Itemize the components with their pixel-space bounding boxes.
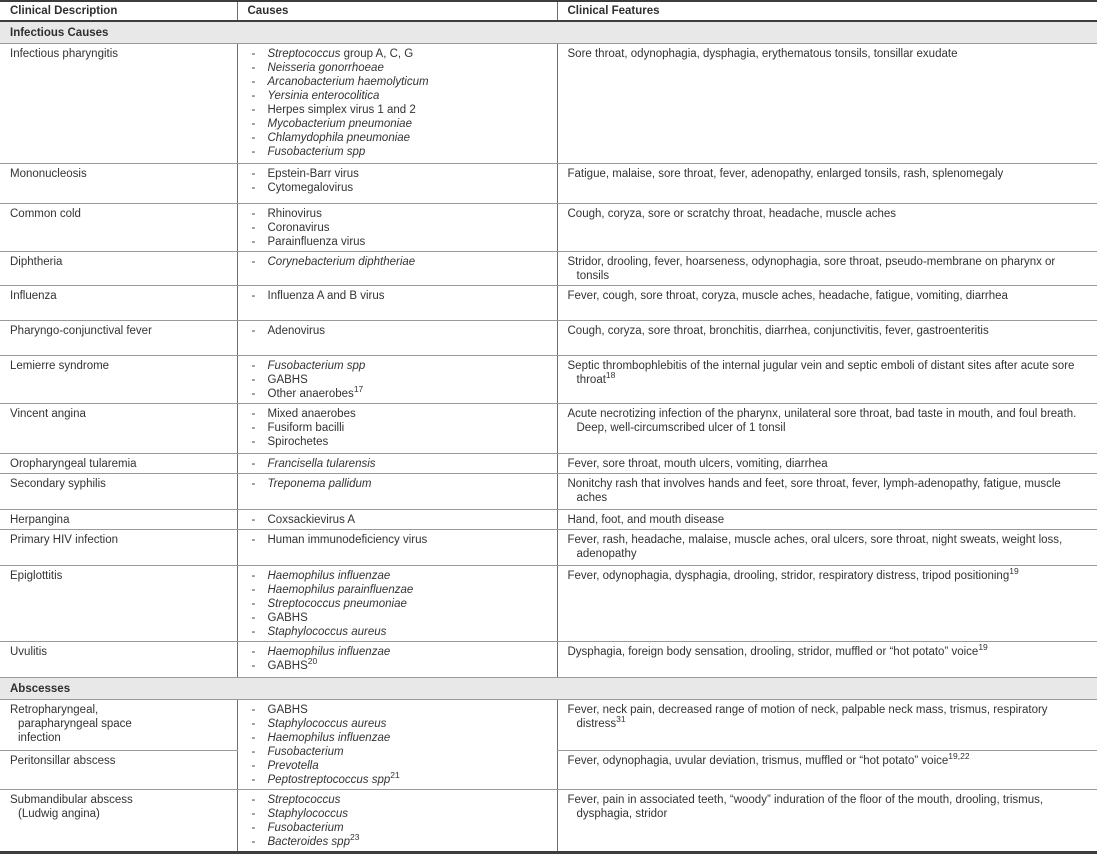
cell-clinical-features [557,642,1097,678]
bullet-dash: - [251,146,256,158]
bullet-dash: - [251,388,256,400]
cause-text: Streptococcus group A, C, G [267,48,414,60]
features-text: Fever, rash, headache, malaise, muscle aches, oral ulcers, sore throat, night sweats, weight loss, adenopathy [567,534,1063,560]
bullet-dash: - [251,90,256,102]
bullet-dash: - [251,374,256,386]
reference-superscript: 19 [978,642,988,653]
cell-causes [237,790,557,853]
cause-item [248,255,549,269]
cause-item [248,625,549,639]
table-row [0,356,1097,404]
description-line: Epiglottitis [10,570,63,582]
bullet-dash: - [251,325,256,337]
cause-item [248,289,549,303]
cause-item [248,645,549,659]
cell-clinical-description [0,700,237,751]
cause-item [248,717,549,731]
description-line: Influenza [10,290,57,302]
description-line: Pharyngo-conjunctival fever [10,325,152,337]
reference-superscript: 17 [353,384,364,395]
cause-item [248,435,549,449]
cell-causes [237,164,557,204]
bullet-dash: - [251,514,256,526]
cause-text: Chlamydophila pneumoniae [267,132,411,144]
cause-text: Corynebacterium diphtheriae [267,256,416,268]
cause-text: Rhinovirus [267,208,322,220]
bullet-dash: - [251,104,256,116]
cause-text: Other anaerobes$^{17}$ [267,384,364,400]
bullet-dash: - [251,132,256,144]
cause-item [248,324,549,338]
cause-text: Coronavirus [267,222,330,234]
cause-item [248,235,549,249]
features-text: Fever, odynophagia, dysphagia, drooling, stridor, respiratory distress, tripod positioning$^{19}$ [567,566,1019,582]
bullet-dash: - [251,118,256,130]
cause-item [248,770,549,787]
cause-text: Fusobacterium spp [267,360,366,372]
table-row [0,404,1097,454]
cause-text: Peptostreptococcus spp$^{21}$ [267,770,400,786]
features-text: Cough, coryza, sore or scratchy throat, headache, muscle aches [567,208,897,220]
description-line: Primary HIV infection [10,534,119,546]
description-line: Lemierre syndrome [10,360,110,372]
cause-text: Influenza A and B virus [267,290,385,302]
bullet-dash: - [251,704,256,716]
cell-clinical-description [0,164,237,204]
cause-item [248,703,549,717]
bullet-dash: - [251,836,256,848]
cause-text: Arcanobacterium haemolyticum [267,76,429,88]
cause-text: GABHS [267,374,308,386]
features-text: Fever, odynophagia, uvular deviation, trismus, muffled or “hot potato” voice$^{19,22}$ [567,751,970,768]
cause-text: Yersinia enterocolitica [267,90,380,102]
features-text: Hand, foot, and mouth disease [567,514,725,526]
cause-text: Fusobacterium [267,746,344,758]
cause-text: Treponema pallidum [267,478,372,490]
bullet-dash: - [251,168,256,180]
column-header-causes: Causes [237,1,557,21]
cause-text: GABHS [267,612,308,624]
description-line: parapharyngeal space [18,718,132,730]
bullet-dash: - [251,760,256,772]
cause-item [248,807,549,821]
cause-text: GABHS [267,704,308,716]
description-line: Peritonsillar abscess [10,755,116,768]
cell-clinical-description [0,321,237,356]
section-header-row [0,678,1097,700]
cause-text: Spirochetes [267,436,329,448]
cause-item [248,373,549,387]
features-text: Nonitchy rash that involves hands and feet, sore throat, fever, lymph-adenopathy, fatigue, muscle aches [567,478,1061,504]
cell-clinical-description [0,530,237,566]
cell-causes [237,454,557,474]
cell-clinical-description [0,510,237,530]
bullet-dash: - [251,458,256,470]
cell-clinical-description [0,790,237,853]
cell-clinical-features [557,566,1097,642]
features-text: Stridor, drooling, fever, hoarseness, odynophagia, sore throat, pseudo-membrane on pharynx or tonsils [567,256,1056,282]
cause-text: Mixed anaerobes [267,408,356,420]
cause-item [248,75,549,89]
bullet-dash: - [251,612,256,624]
bullet-dash: - [251,208,256,220]
cause-text: Fusobacterium spp [267,146,366,158]
bullet-dash: - [251,794,256,806]
description-line: Common cold [10,208,81,220]
bullet-dash: - [251,478,256,490]
cell-causes [237,404,557,454]
cell-clinical-features [557,790,1097,853]
bullet-dash: - [251,598,256,610]
description-line: infection [18,732,61,744]
description-line: Vincent angina [10,408,86,420]
cause-item [248,745,549,759]
table-row [0,474,1097,510]
description-line: Secondary syphilis [10,478,106,490]
bullet-dash: - [251,774,256,786]
bullet-dash: - [251,822,256,834]
cell-clinical-features [557,44,1097,164]
bullet-dash: - [251,360,256,372]
reference-superscript: 21 [390,770,400,781]
cause-item [248,117,549,131]
section-title: Abscesses [0,678,1097,700]
section-title: Infectious Causes [0,21,1097,44]
cell-clinical-description [0,204,237,252]
cause-item [248,569,549,583]
description-line: Diphtheria [10,256,63,268]
cause-item [248,61,549,75]
features-text: Fever, pain in associated teeth, “woody” induration of the floor of the mouth, drooling, trismus, dysphagia, stridor [567,794,1044,820]
table-row [0,204,1097,252]
cell-clinical-features [557,530,1097,566]
description-line: Submandibular abscess [10,794,133,806]
column-header-clinical-features: Clinical Features [557,1,1097,21]
bullet-dash: - [251,808,256,820]
table-row [0,530,1097,566]
cell-clinical-features [557,321,1097,356]
cause-text: Cytomegalovirus [267,182,354,194]
cell-clinical-features [557,204,1097,252]
cell-causes [237,566,557,642]
cell-clinical-description [0,642,237,678]
cause-text: Staphylococcus aureus [267,626,387,638]
bullet-dash: - [251,626,256,638]
cause-text: Haemophilus influenzae [267,570,391,582]
cause-item [248,131,549,145]
cause-text: Haemophilus influenzae [267,732,391,744]
table-row [0,44,1097,164]
table-row [0,566,1097,642]
cause-text: Coxsackievirus A [267,514,356,526]
cause-item [248,597,549,611]
bullet-dash: - [251,534,256,546]
cause-item [248,656,549,673]
cause-item [248,145,549,159]
cell-clinical-description [0,454,237,474]
cell-clinical-description [0,356,237,404]
cell-clinical-features [557,404,1097,454]
features-text: Dysphagia, foreign body sensation, drooling, stridor, muffled or “hot potato” voice$^{19}$ [567,642,988,658]
table-row [0,252,1097,286]
cause-text: Haemophilus parainfluenzae [267,584,414,596]
cause-item [248,103,549,117]
description-line: (Ludwig angina) [18,808,100,820]
cell-clinical-description [0,474,237,510]
cell-causes [237,44,557,164]
cause-text: Human immunodeficiency virus [267,534,428,546]
cell-causes [237,204,557,252]
features-text: Sore throat, odynophagia, dysphagia, erythematous tonsils, tonsillar exudate [567,48,958,60]
bullet-dash: - [251,408,256,420]
cause-item [248,221,549,235]
cause-item [248,181,549,195]
header-row [0,1,1097,21]
cell-clinical-description [0,404,237,454]
cause-text: Bacteroides spp$^{23}$ [267,832,360,848]
cell-clinical-features [557,510,1097,530]
column-header-clinical-description: Clinical Description [0,1,237,21]
cell-clinical-description [0,252,237,286]
cause-item [248,533,549,547]
features-text: Cough, coryza, sore throat, bronchitis, diarrhea, conjunctivitis, fever, gastroenteritis [567,325,989,337]
bullet-dash: - [251,660,256,672]
cause-text: Staphylococcus aureus [267,718,387,730]
cause-text: Herpes simplex virus 1 and 2 [267,104,416,116]
cause-item [248,513,549,527]
cause-item [248,457,549,471]
cause-item [248,832,549,849]
bullet-dash: - [251,718,256,730]
bullet-dash: - [251,76,256,88]
table-row [0,286,1097,321]
cause-text: Streptococcus [267,794,341,806]
cause-item [248,359,549,373]
cause-item [248,207,549,221]
cause-item [248,421,549,435]
bullet-dash: - [251,646,256,658]
cell-causes [237,356,557,404]
bullet-dash: - [251,290,256,302]
cause-item [248,583,549,597]
cell-clinical-features [557,286,1097,321]
reference-superscript: 19,22 [948,751,970,762]
table-header [0,1,1097,21]
cause-text: Mycobacterium pneumoniae [267,118,412,130]
bullet-dash: - [251,222,256,234]
cause-item [248,407,549,421]
bullet-dash: - [251,436,256,448]
bullet-dash: - [251,182,256,194]
features-text: Fever, cough, sore throat, coryza, muscle aches, headache, fatigue, vomiting, diarrhea [567,290,1008,302]
table-row [0,642,1097,678]
cell-clinical-features [557,474,1097,510]
cause-text: GABHS$^{20}$ [267,656,318,672]
reference-superscript: 18 [605,370,616,381]
cell-clinical-description [0,751,237,790]
cause-text: Prevotella [267,760,319,772]
cell-clinical-description [0,44,237,164]
reference-superscript: 20 [307,656,318,667]
bullet-dash: - [251,746,256,758]
bullet-dash: - [251,256,256,268]
cell-causes [237,510,557,530]
features-text: Fever, sore throat, mouth ulcers, vomiting, diarrhea [567,458,828,470]
cause-item [248,793,549,807]
features-text: Acute necrotizing infection of the pharynx, unilateral sore throat, bad taste in mouth, and foul breath. Deep, well-circumscribed ulcer of 1 tonsil [567,408,1077,434]
cause-text: Fusiform bacilli [267,422,345,434]
cause-text: Epstein-Barr virus [267,168,359,180]
reference-superscript: 23 [349,832,360,843]
cause-item [248,89,549,103]
cause-item [248,167,549,181]
cause-item [248,47,549,61]
cause-text: Adenovirus [267,325,326,337]
cell-causes [237,530,557,566]
reference-superscript: 31 [616,714,626,725]
cause-item [248,821,549,835]
cell-clinical-features [557,252,1097,286]
cell-causes [237,642,557,678]
table-row [0,321,1097,356]
cell-clinical-features [557,700,1097,751]
description-line: Mononucleosis [10,168,87,180]
cell-causes [237,474,557,510]
features-text: Septic thrombophlebitis of the internal jugular vein and septic emboli of distant sites after acute sore throat$^{18}$ [567,360,1075,386]
cause-text: Streptococcus pneumoniae [267,598,407,610]
features-text: Fatigue, malaise, sore throat, fever, adenopathy, enlarged tonsils, rash, splenomegaly [567,168,1004,180]
cell-clinical-description [0,566,237,642]
description-line: Uvulitis [10,646,48,658]
bullet-dash: - [251,422,256,434]
bullet-dash: - [251,62,256,74]
cell-clinical-features [557,356,1097,404]
features-text: Fever, neck pain, decreased range of motion of neck, palpable neck mass, trismus, respiratory distress$^{31}$ [567,704,1048,730]
cell-causes [237,286,557,321]
section-header-row [0,21,1097,44]
cause-text: Haemophilus influenzae [267,646,391,658]
cell-clinical-description [0,286,237,321]
description-line: Infectious pharyngitis [10,48,119,60]
description-line: Retropharyngeal, [10,704,99,716]
cell-causes [237,700,557,790]
cell-causes [237,321,557,356]
cell-causes [237,252,557,286]
cause-item [248,384,549,401]
cause-item [248,731,549,745]
table-row [0,454,1097,474]
cell-clinical-features [557,454,1097,474]
bullet-dash: - [251,732,256,744]
cause-text: Parainfluenza virus [267,236,366,248]
table-row [0,164,1097,204]
bullet-dash: - [251,48,256,60]
table-row [0,510,1097,530]
description-line: Herpangina [10,514,70,526]
bullet-dash: - [251,570,256,582]
cause-text: Fusobacterium [267,822,344,834]
cause-item [248,611,549,625]
cause-text: Staphylococcus [267,808,349,820]
description-line: Oropharyngeal tularemia [10,458,137,470]
bullet-dash: - [251,236,256,248]
reference-superscript: 19 [1009,566,1019,577]
cell-clinical-features [557,164,1097,204]
cause-item [248,477,549,491]
cause-text: Francisella tularensis [267,458,376,470]
cause-text: Neisseria gonorrhoeae [267,62,384,74]
table-body [0,21,1097,853]
table-row [0,790,1097,853]
table-row [0,700,1097,751]
cell-clinical-features [557,751,1097,790]
bullet-dash: - [251,584,256,596]
